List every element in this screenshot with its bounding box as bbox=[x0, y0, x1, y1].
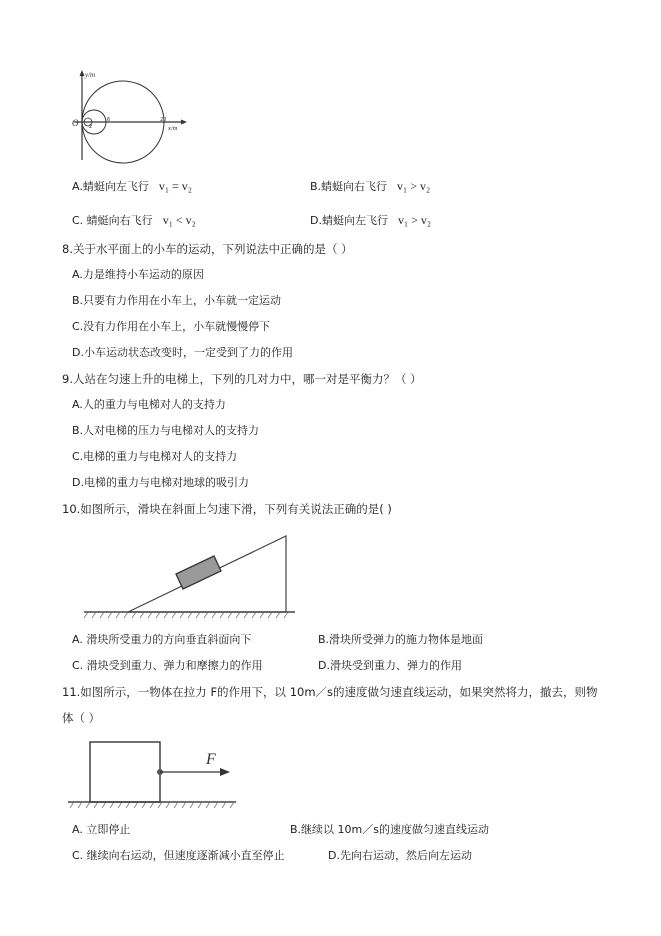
q11-option-d: D.先向右运动，然后向左运动 bbox=[328, 849, 472, 862]
q11-option-a: A. 立即停止 bbox=[72, 823, 131, 836]
ground-hatching bbox=[70, 802, 234, 808]
q10-incline-figure bbox=[80, 528, 300, 620]
x-axis-label: x/m bbox=[168, 125, 178, 132]
q7-option-a: A.蜻蜓向左飞行 v₁ = v₂ bbox=[72, 179, 192, 193]
q7-option-b: B.蜻蜓向右飞行 v₁ > v₂ bbox=[310, 179, 431, 193]
q7-option-c: C. 蜻蜓向右飞行 v₁ < v₂ bbox=[72, 213, 196, 227]
y-axis-arrow bbox=[80, 70, 85, 76]
q9-option-d: D.电梯的重力与电梯对地球的吸引力 bbox=[72, 476, 249, 489]
q10-stem: 10.如图所示，滑块在斜面上匀速下滑，下列有关说法正确的是( ) bbox=[62, 502, 392, 516]
tick-6-label: 6 bbox=[107, 117, 111, 123]
q8-option-d: D.小车运动状态改变时，一定受到了力的作用 bbox=[72, 346, 293, 359]
force-label: F bbox=[206, 751, 216, 768]
q11-stem-line2: 体（ ） bbox=[62, 711, 101, 725]
ground-hatching bbox=[84, 612, 288, 618]
sliding-block bbox=[176, 556, 221, 589]
origin-label: O bbox=[72, 118, 79, 128]
q11-force-figure bbox=[66, 734, 242, 816]
q11-option-c: C. 继续向右运动，但速度逐渐减小直至停止 bbox=[72, 849, 285, 862]
y-axis-label: y/m bbox=[85, 71, 96, 79]
q9-option-c: C.电梯的重力与电梯对人的支持力 bbox=[72, 450, 238, 463]
q10-option-c: C. 滑块受到重力、弹力和摩擦力的作用 bbox=[72, 659, 263, 672]
q10-option-d: D.滑块受到重力、弹力的作用 bbox=[318, 659, 462, 672]
object-box bbox=[90, 742, 160, 802]
q10-option-b: B.滑块所受弹力的施力物体是地面 bbox=[318, 633, 484, 646]
q11-option-b: B.继续以 10m／s的速度做匀速直线运动 bbox=[290, 823, 489, 836]
q11-stem-line1: 11.如图所示，一物体在拉力 F的作用下，以 10m／s的速度做匀速直线运动，如果突然将力，撤去，则物 bbox=[62, 685, 598, 699]
q9-option-a: A.人的重力与电梯对人的支持力 bbox=[72, 398, 226, 411]
tick-2-label: 2 bbox=[89, 124, 93, 130]
q8-option-b: B.只要有力作用在小车上，小车就一定运动 bbox=[72, 294, 282, 307]
q8-stem: 8.关于水平面上的小车的运动，下列说法中正确的是（ ） bbox=[62, 242, 353, 256]
x-axis-arrow bbox=[181, 120, 187, 125]
q9-stem: 9.人站在匀速上升的电梯上，下列的几对力中，哪一对是平衡力？（ ） bbox=[62, 372, 422, 386]
q7-option-d: D.蜻蜓向左飞行 v₁ > v₂ bbox=[310, 213, 432, 227]
q7-figure bbox=[70, 68, 190, 164]
q9-option-b: B.人对电梯的压力与电梯对人的支持力 bbox=[72, 424, 260, 437]
q10-option-a: A. 滑块所受重力的方向垂直斜面向下 bbox=[72, 633, 252, 646]
tick-20-label: 20 bbox=[160, 117, 167, 123]
q8-option-a: A.力是维持小车运动的原因 bbox=[72, 268, 204, 281]
q8-option-c: C.没有力作用在小车上，小车就慢慢停下 bbox=[72, 320, 271, 333]
force-arrow-head bbox=[220, 768, 230, 776]
